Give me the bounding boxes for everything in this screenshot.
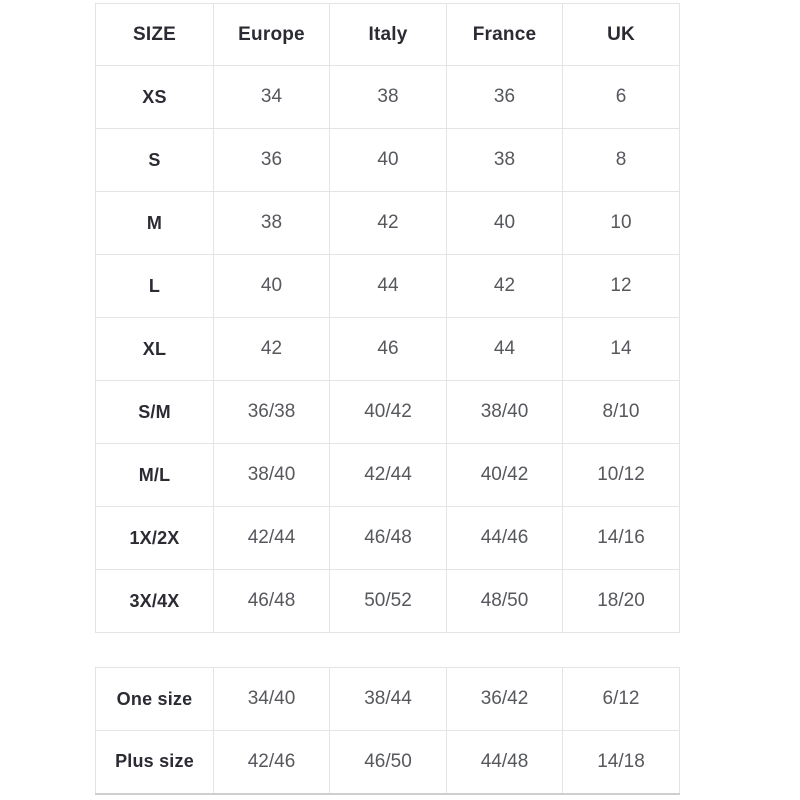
column-header-france: France — [447, 4, 563, 66]
size-value-cell: 42 — [330, 192, 447, 255]
size-value-cell: 46/48 — [330, 507, 447, 570]
table-header-row — [96, 4, 680, 66]
size-value-cell: 14 — [563, 318, 680, 381]
size-value-cell: 44 — [330, 255, 447, 318]
row-size-label: M — [96, 192, 214, 255]
size-value-cell: 46/50 — [330, 731, 447, 794]
size-value-cell: 38 — [214, 192, 330, 255]
column-header-size: SIZE — [96, 4, 214, 66]
size-value-cell: 8 — [563, 129, 680, 192]
size-value-cell: 38/40 — [214, 444, 330, 507]
size-value-cell: 8/10 — [563, 381, 680, 444]
column-header-uk: UK — [563, 4, 680, 66]
size-value-cell: 18/20 — [563, 570, 680, 633]
size-value-cell: 40 — [214, 255, 330, 318]
size-value-cell: 10/12 — [563, 444, 680, 507]
table-row — [96, 668, 680, 731]
table-row — [96, 255, 680, 318]
size-value-cell: 38/40 — [447, 381, 563, 444]
size-value-cell: 6/12 — [563, 668, 680, 731]
row-size-label: 3X/4X — [96, 570, 214, 633]
table-row — [96, 444, 680, 507]
row-size-label: XS — [96, 66, 214, 129]
size-value-cell: 40 — [330, 129, 447, 192]
size-value-cell: 42 — [214, 318, 330, 381]
size-value-cell: 36/38 — [214, 381, 330, 444]
size-value-cell: 48/50 — [447, 570, 563, 633]
row-size-label: Plus size — [96, 731, 214, 794]
size-value-cell: 14/16 — [563, 507, 680, 570]
size-value-cell: 42/46 — [214, 731, 330, 794]
size-value-cell: 44/48 — [447, 731, 563, 794]
size-value-cell: 40/42 — [330, 381, 447, 444]
size-value-cell: 38 — [447, 129, 563, 192]
size-value-cell: 36 — [214, 129, 330, 192]
size-value-cell: 34 — [214, 66, 330, 129]
size-value-cell: 10 — [563, 192, 680, 255]
table-row — [96, 66, 680, 129]
size-value-cell: 14/18 — [563, 731, 680, 794]
table-row — [96, 570, 680, 633]
column-header-europe: Europe — [214, 4, 330, 66]
size-value-cell: 12 — [563, 255, 680, 318]
table-row — [96, 192, 680, 255]
row-size-label: One size — [96, 668, 214, 731]
size-charts-container — [95, 3, 679, 795]
row-size-label: M/L — [96, 444, 214, 507]
row-size-label: S/M — [96, 381, 214, 444]
row-size-label: S — [96, 129, 214, 192]
size-value-cell: 44/46 — [447, 507, 563, 570]
size-value-cell: 46 — [330, 318, 447, 381]
table-row — [96, 381, 680, 444]
row-size-label: XL — [96, 318, 214, 381]
size-value-cell: 42 — [447, 255, 563, 318]
size-value-cell: 42/44 — [330, 444, 447, 507]
row-size-label: 1X/2X — [96, 507, 214, 570]
size-conversion-table — [95, 3, 680, 633]
size-value-cell: 38 — [330, 66, 447, 129]
size-value-cell: 36 — [447, 66, 563, 129]
size-value-cell: 38/44 — [330, 668, 447, 731]
table-row — [96, 507, 680, 570]
size-value-cell: 40 — [447, 192, 563, 255]
row-size-label: L — [96, 255, 214, 318]
table-row — [96, 731, 680, 794]
table-row — [96, 129, 680, 192]
size-value-cell: 36/42 — [447, 668, 563, 731]
special-sizes-table — [95, 667, 680, 795]
table-row — [96, 318, 680, 381]
size-value-cell: 46/48 — [214, 570, 330, 633]
column-header-italy: Italy — [330, 4, 447, 66]
size-value-cell: 42/44 — [214, 507, 330, 570]
size-value-cell: 44 — [447, 318, 563, 381]
size-value-cell: 50/52 — [330, 570, 447, 633]
size-value-cell: 34/40 — [214, 668, 330, 731]
size-value-cell: 6 — [563, 66, 680, 129]
size-value-cell: 40/42 — [447, 444, 563, 507]
